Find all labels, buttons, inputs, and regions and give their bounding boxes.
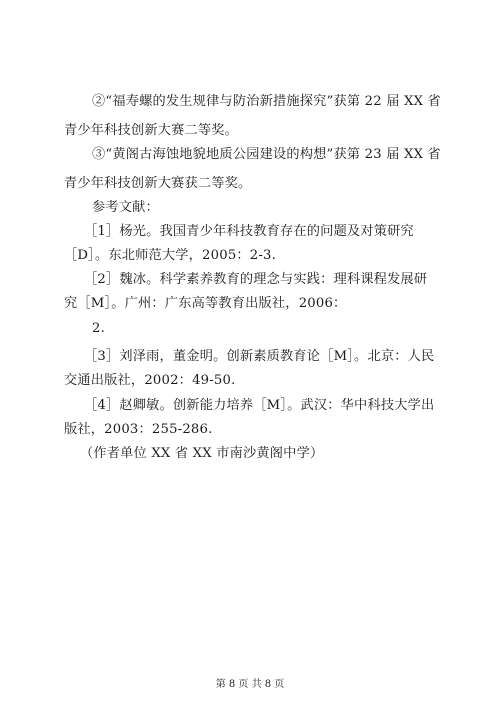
reference-4-part-2: 版社，2003：255-286.: [64, 422, 213, 437]
author-affiliation: （作者单位 XX 省 XX 市南沙黄阁中学）: [80, 446, 324, 461]
reference-2-part-2: 究［M］。广州：广东高等教育出版社，2006：: [64, 296, 347, 311]
reference-2-part-3: 2.: [92, 321, 105, 336]
reference-1-part-1: ［1］杨光。我国青少年科技教育存在的问题及对策研究: [84, 224, 414, 239]
reference-3-part-2: 交通出版社，2002：49-50.: [64, 373, 236, 388]
award-line-2-part-1: ②“福寿螺的发生规律与防治新措施探究”获第 22 届 XX 省: [92, 94, 441, 109]
reference-2-part-1: ［2］魏冰。科学素养教育的理念与实践：理科课程发展研: [84, 272, 428, 287]
reference-3-part-1: ［3］刘泽雨，董金明。创新素质教育论［M］。北京：人民: [84, 349, 435, 364]
award-line-3-part-2: 青少年科技创新大赛获二等奖。: [64, 176, 252, 191]
page-footer: 第 8 页 共 8 页: [215, 679, 285, 690]
references-heading: 参考文献：: [92, 200, 159, 215]
award-line-2-part-2: 青少年科技创新大赛二等奖。: [64, 123, 239, 138]
award-line-3-part-1: ③“黄阁古海蚀地貌地质公园建设的构想”获第 23 届 XX 省: [92, 147, 441, 162]
reference-1-part-2: ［D］。东北师范大学，2005：2-3.: [64, 248, 277, 263]
reference-4-part-1: ［4］赵卿敏。创新能力培养［M］。武汉：华中科技大学出: [84, 398, 435, 413]
